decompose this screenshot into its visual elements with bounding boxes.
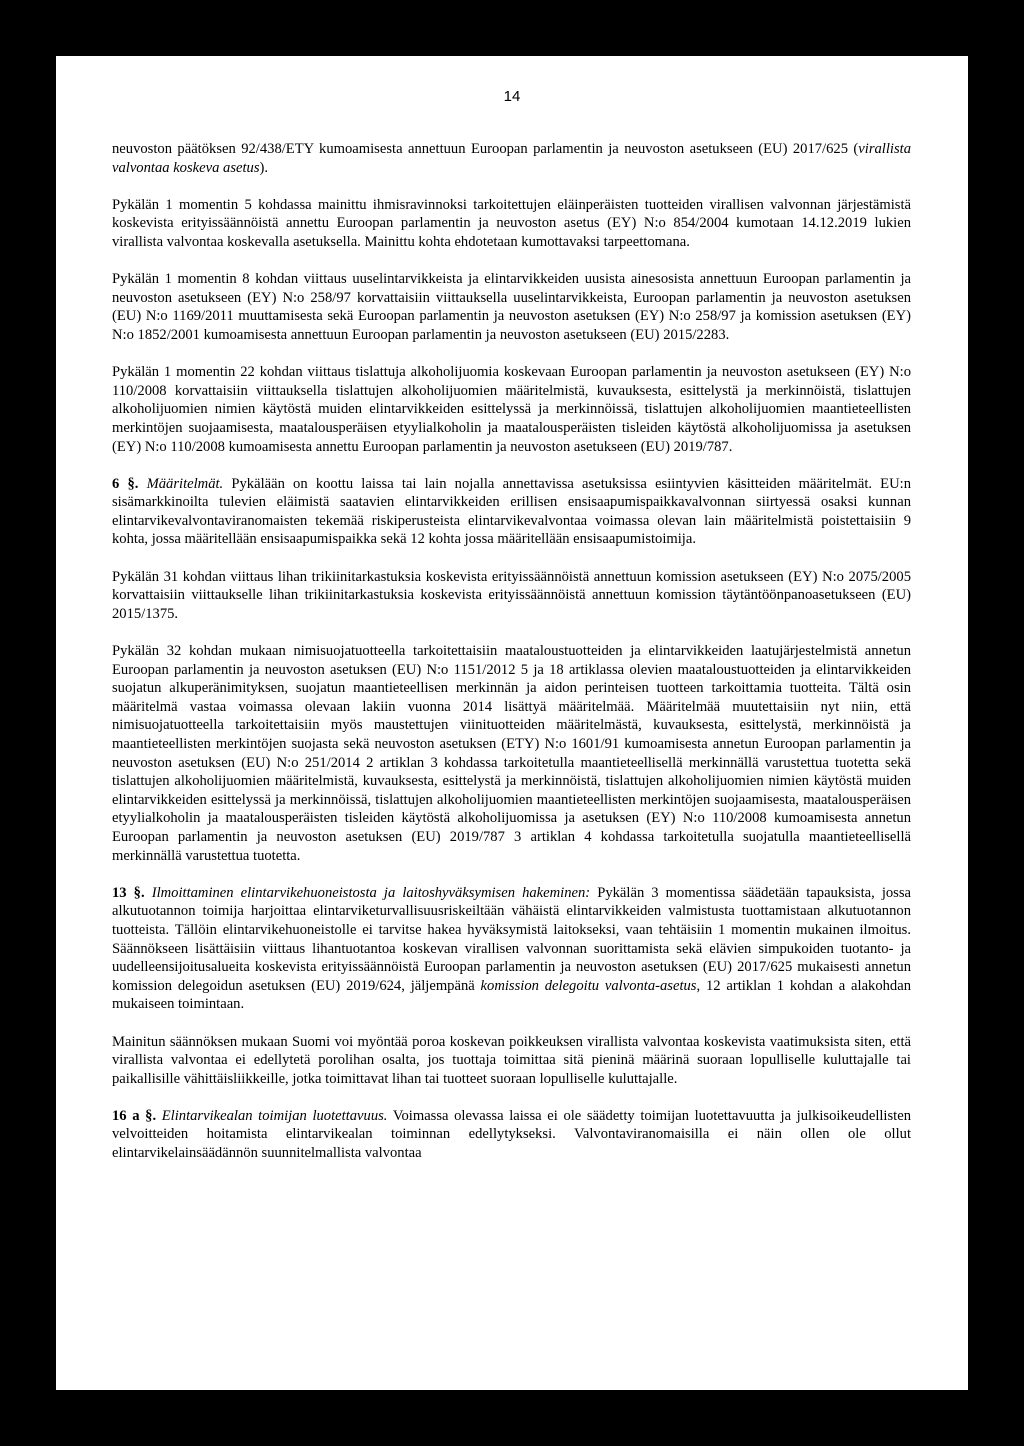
paragraph: Pykälän 32 kohdan mukaan nimisuojatuotteella tarkoitettaisiin maataloustuotteiden ja elintarvikkeiden laatujärjestelmistä annetun Euroopan parlamentin ja neuvoston asetuksen (EU) N:o 1151/2012 5 ja 18 artiklassa olevien maataloustuotteiden ja elintarvikkeiden suojatun alkuperänimityksen, suojatun maantieteellisen merkinnän ja aidon perinteisen tuotteen tarkoittamia tuotteita. Tältä osin määritelmä vastaa voimassa olevaan lakiin vuonna 2014 lisättyä määritelmää. Määritelmää muutettaisiin nyt niin, että nimisuojatuotteella tarkoitettaisiin myös maustettujen viinituotteiden määritelmästä, kuvauksesta, esittelystä, merkinnöistä ja maantieteellisten merkintöjen suojasta sekä neuvoston asetuksen (ETY) N:o 1601/91 kumoamisesta annetun Euroopan parlamentin ja neuvoston asetuksen (EU) N:o 251/2014 2 artiklan 3 kohdassa tarkoitetulla maantieteellisellä merkinnällä varustettua tuotetta sekä tislattujen alkoholijuomien määritelmistä, kuvauksesta, esittelystä ja merkinnöistä, tislattujen alkoholijuomien nimien käytöstä muiden elintarvikkeiden esittelyssä ja merkinnöissä, tislattujen alkoholijuomien maantieteellisten merkintöjen suojaamisesta, maatalousperäisen etyylialkoholin ja maatalousperäisten tisleiden käytöstä alkoholijuomissa ja asetuksen (EY) N:o 110/2008 kumoamisesta annetun Euroopan parlamentin ja neuvoston asetuksen (EU) 2019/787 3 artiklan 4 kohdassa tarkoitetulla suojatulla maantieteellisellä merkinnällä varustettua tuotetta. [112, 643, 911, 864]
paragraph: Pykälän 1 momentin 8 kohdan viittaus uuselintarvikkeista ja elintarvikkeiden uusista ainesosista annettuun Euroopan parlamentin ja neuvoston asetukseen (EY) N:o 258/97 korvattaisiin viittauksella uuselintarvikkeista, Euroopan parlamentin ja neuvoston asetuksen (EU) N:o 1169/2011 muuttamisesta sekä Euroopan parlamentin ja neuvoston asetuksen (EY) N:o 258/97 ja komission asetuksen (EY) N:o 1852/2001 kumoamisesta annettuun Euroopan parlamentin ja neuvoston asetukseen (EU) 2015/2283. [112, 271, 911, 343]
section-heading: Määritelmät. [146, 475, 224, 492]
document-body [112, 140, 911, 1181]
section-heading: Ilmoittaminen elintarvikehuoneistosta ja laitoshyväksymisen hakeminen: [151, 884, 591, 901]
paragraph: Mainitun säännöksen mukaan Suomi voi myöntää poroa koskevan poikkeuksen virallista valvontaa koskevista vaatimuksista siten, että virallista valvontaa ei edellytetä porolihan osalta, jos tuottaja toimittaa sitä pieninä määrinä suoraan lopulliselle kuluttajalle tai paikallisille vähittäisliikkeille, jotka toimittavat lihan tai tuotteet suoraan lopulliselle kuluttajalle. [112, 1033, 911, 1087]
paragraph-text: Pykälään on koottu laissa tai lain nojalla annettavissa asetuksissa esiintyvien käsitteiden määritelmät. EU:n sisämarkkinoilta tulevien eläimistä saatavien elintarvikkeiden erillisen ensisaapumispaikkavalvonnan siirtyessä osaksi kunnan elintarvikevalvontaviranomaisten tekemää riskiperusteista elintarvikevalvontaa voimassa olevan lain määritelmistä poistettaisiin 9 kohta, jossa määritellään ensisaapumispaikka sekä 12 kohta jossa määritellään ensisaapumistoimija. [112, 475, 911, 548]
paragraph-text: Voimassa olevassa laissa ei ole säädetty toimijan luotettavuutta ja julkisoikeudellisten velvoitteiden hoitamista elintarvikealan toiminnan edellytykseksi. Valvontaviranomaisilla ei näin ollen ole ollut elintarvikelainsäädännön suunnitelmallista valvontaa [112, 1107, 911, 1162]
paragraph-italic-text: komission delegoitu valvonta-asetus [480, 977, 697, 994]
paragraph-italic-text: virallista valvontaa koskeva asetus [112, 141, 911, 176]
paragraph: Pykälän 31 kohdan viittaus lihan trikiinitarkastuksia koskevista erityissäännöistä annettuun komission asetukseen (EY) N:o 2075/2005 korvattaisiin viittaukselle lihan trikiinitarkastuksia koskevista erityissäännöistä annettuun komission täytäntöönpanoasetukseen (EU) 2015/1375. [112, 568, 911, 622]
paragraph [112, 140, 911, 177]
paragraph: Pykälän 1 momentin 5 kohdassa mainittu ihmisravinnoksi tarkoitettujen eläinperäisten tuotteiden virallisen valvonnan järjestämistä koskevista erityissäännöistä annettu Euroopan parlamentin ja neuvoston asetus (EY) N:o 854/2004 kumotaan 14.12.2019 lukien virallista valvontaa koskevalla asetuksella. Mainittu kohta ehdotetaan kumottavaksi tarpeettomana. [112, 196, 911, 250]
paragraph-text: ). [259, 159, 269, 176]
paragraph-text: Pykälän 3 momentissa säädetään tapauksista, jossa alkutuotannon toimija harjoittaa elintarviketurvallisuusriskeiltään vähäistä elintarvikkeiden valmistusta tuottamistaan alkutuotannon tuotteista. Tällöin elintarvikehuoneistolle ei tarvitse hakea hyväksymistä laitokseksi, vaan tehtäisiin 1 momentin mukainen ilmoitus. Säännökseen lisättäisiin viittaus lihantuotantoa koskevan virallisen valvonnan suorittamista sekä elävien simpukoiden tuotanto- ja uudelleensijoitusalueita koskevista erityissäännöistä Euroopan parlamentin ja neuvoston asetuksen (EU) 2017/625 mukaisesti annetun komission delegoidun asetuksen (EU) 2019/624, jäljempänä [112, 884, 912, 994]
page-number: 14 [503, 88, 521, 105]
section-paragraph [112, 475, 911, 549]
paragraph-text: , 12 artiklan 1 kohdan a alakohdan mukaiseen toimintaan. [112, 977, 912, 1013]
section-paragraph [112, 884, 911, 1014]
paragraph: Pykälän 1 momentin 22 kohdan viittaus tislattuja alkoholijuomia koskevaan Euroopan parlamentin ja neuvoston asetukseen (EY) N:o 110/2008 korvattaisiin viittauksella tislattujen alkoholijuomien määritelmistä, kuvauksesta, esittelystä ja merkinnöistä, tislattujen alkoholijuomien nimien käytöstä muiden elintarvikkeiden esittelyssä ja merkinnöissä, tislattujen alkoholijuomien maantieteellisten merkintöjen suojaamisesta, maatalousperäisen etyylialkoholin ja maatalousperäisten tisleiden käytöstä alkoholijuomissa ja asetuksen (EY) N:o 110/2008 kumoamisesta annettu Euroopan parlamentin ja neuvoston asetukseen (EU) 2019/787. [112, 364, 911, 455]
paragraph-text: neuvoston päätöksen 92/438/ETY kumoamisesta annettuun Euroopan parlamentin ja neuvoston asetukseen (EU) 2017/625 ( [112, 141, 859, 157]
document-page [56, 56, 968, 1390]
section-heading: Elintarvikealan toimijan luotettavuus. [161, 1107, 388, 1124]
section-number: 6 §. [112, 475, 139, 492]
section-paragraph [112, 1107, 911, 1163]
section-number: 16 a §. [112, 1107, 157, 1124]
section-number: 13 §. [112, 884, 145, 901]
